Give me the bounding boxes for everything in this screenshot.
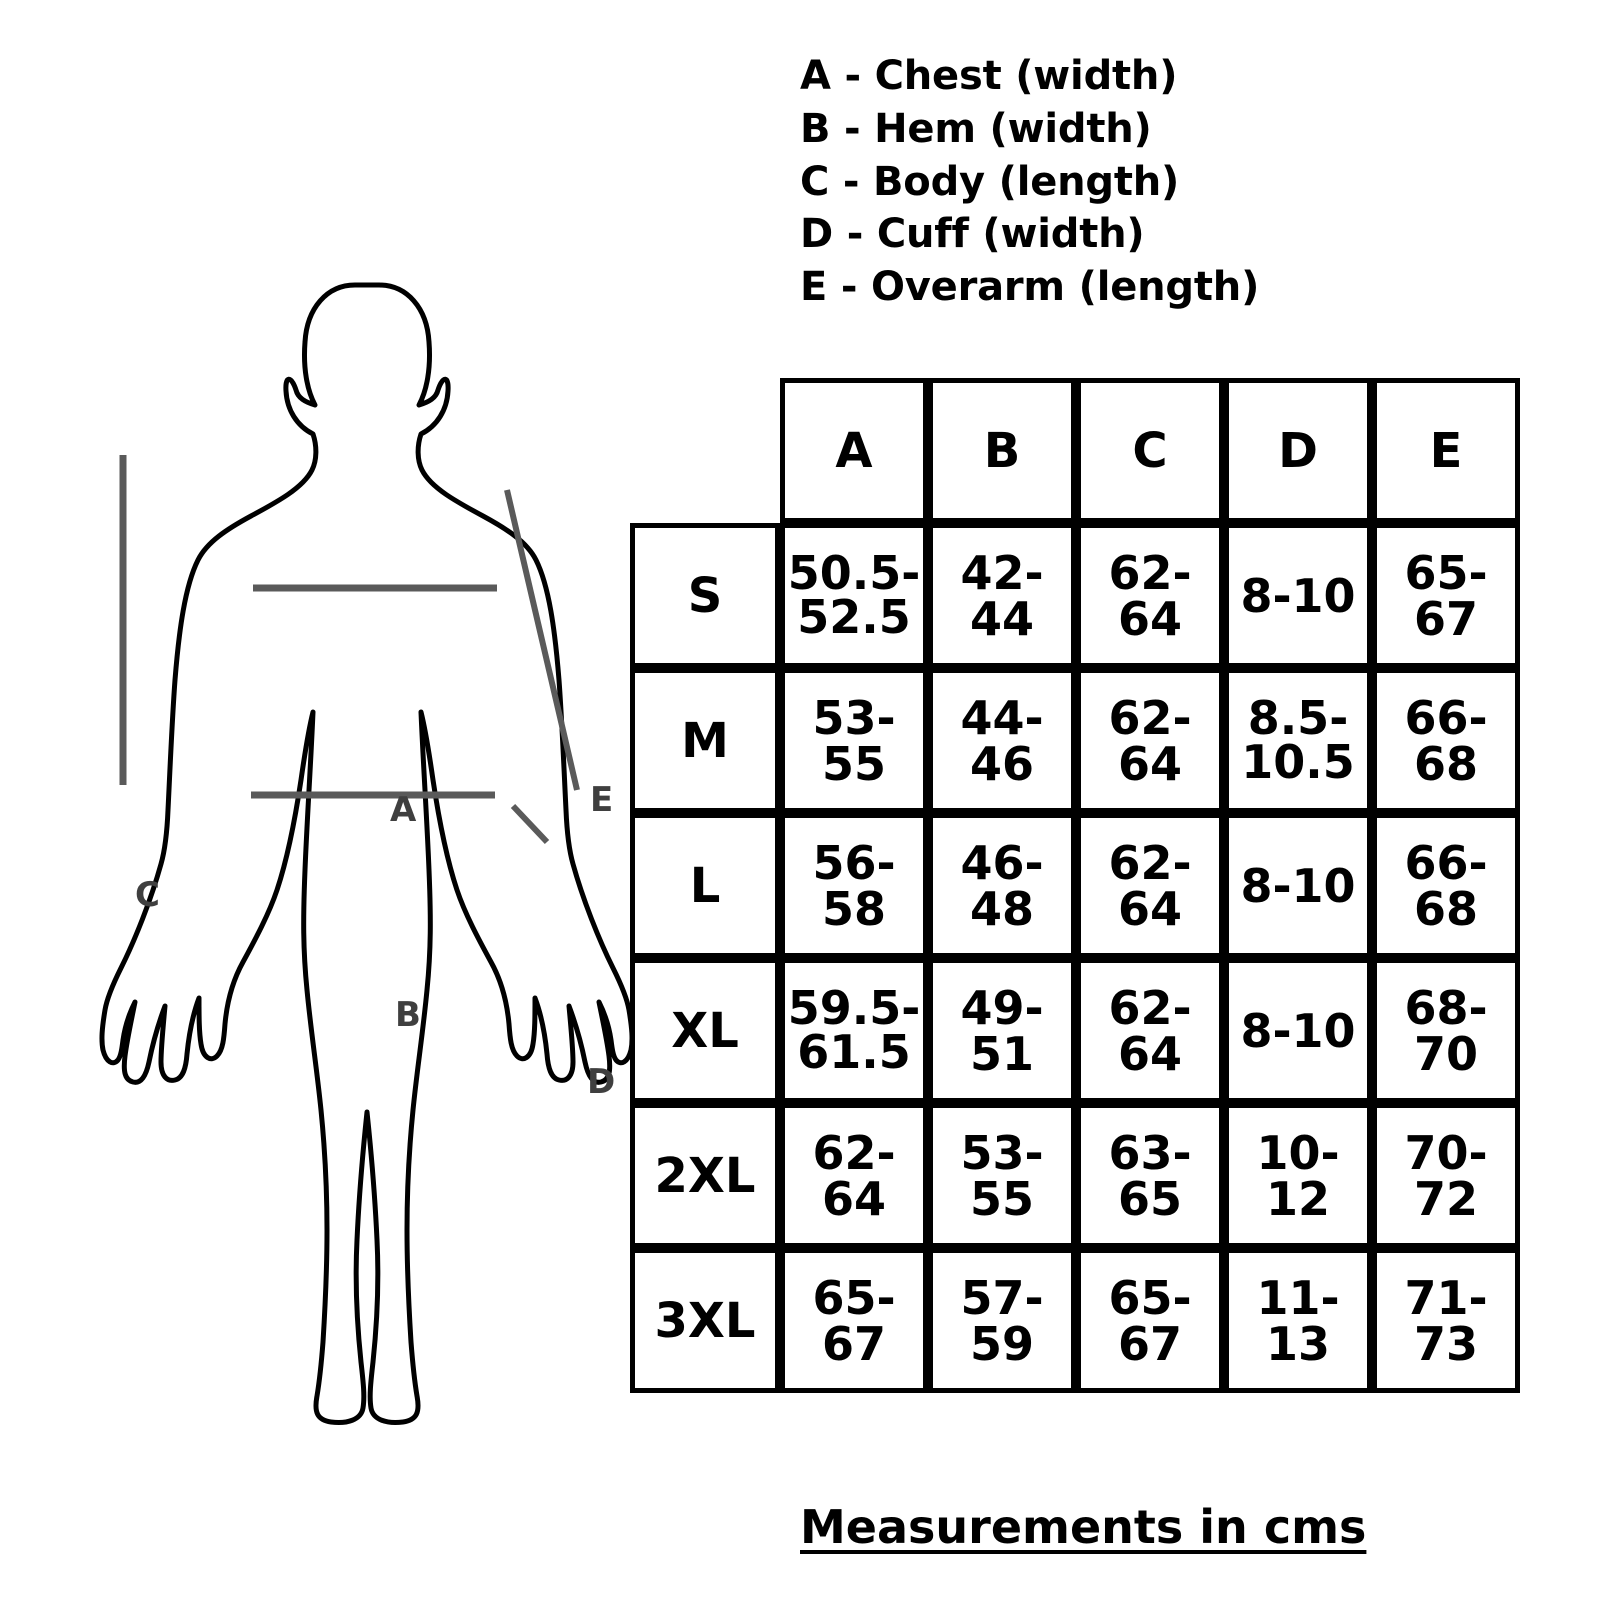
table-row bbox=[630, 523, 1520, 668]
legend-item-b: B - Hem (width) bbox=[800, 105, 1152, 152]
legend-item-a: A - Chest (width) bbox=[800, 53, 1178, 99]
figure-label-d: D bbox=[587, 1062, 616, 1102]
figure-label-e: E bbox=[590, 780, 614, 820]
cell-l-b: 46-48 bbox=[928, 813, 1076, 958]
cell-m-d: 8.5- 10.5 bbox=[1224, 668, 1372, 813]
cell-2xl-b: 53-55 bbox=[928, 1103, 1076, 1248]
legend-item-c: C - Body (length) bbox=[800, 158, 1180, 205]
size-chart-table bbox=[630, 378, 1520, 1393]
measure-line-d bbox=[513, 806, 547, 842]
cell-l-c: 62-64 bbox=[1076, 813, 1224, 958]
column-header-b: B bbox=[928, 378, 1076, 523]
figure-label-b: B bbox=[395, 995, 421, 1035]
table-row bbox=[630, 668, 1520, 813]
row-header-m: M bbox=[630, 668, 780, 813]
table-corner-cell bbox=[630, 378, 780, 523]
measure-line-e bbox=[507, 490, 577, 790]
figure-label-c: C bbox=[135, 875, 160, 915]
measurement-lines bbox=[55, 250, 675, 1450]
table-row bbox=[630, 1103, 1520, 1248]
cell-3xl-a: 65-67 bbox=[780, 1248, 928, 1393]
column-header-c: C bbox=[1076, 378, 1224, 523]
table-row bbox=[630, 813, 1520, 958]
cell-m-b: 44-46 bbox=[928, 668, 1076, 813]
row-header-l: L bbox=[630, 813, 780, 958]
cell-s-e: 65-67 bbox=[1372, 523, 1520, 668]
cell-3xl-c: 65-67 bbox=[1076, 1248, 1224, 1393]
cell-s-a: 50.5- 52.5 bbox=[780, 523, 928, 668]
units-note: Measurements in cms bbox=[800, 1500, 1367, 1554]
row-header-3xl: 3XL bbox=[630, 1248, 780, 1393]
legend-item-d: D - Cuff (width) bbox=[800, 211, 1145, 258]
cell-l-e: 66-68 bbox=[1372, 813, 1520, 958]
cell-l-d: 8-10 bbox=[1224, 813, 1372, 958]
table-header-row bbox=[630, 378, 1520, 523]
column-header-e: E bbox=[1372, 378, 1520, 523]
table-row bbox=[630, 1248, 1520, 1393]
legend-item-e: E - Overarm (length) bbox=[800, 264, 1260, 311]
cell-xl-e: 68-70 bbox=[1372, 958, 1520, 1103]
column-header-d: D bbox=[1224, 378, 1372, 523]
cell-3xl-e: 71-73 bbox=[1372, 1248, 1520, 1393]
cell-s-c: 62-64 bbox=[1076, 523, 1224, 668]
body-diagram bbox=[55, 250, 675, 1450]
cell-s-b: 42-44 bbox=[928, 523, 1076, 668]
cell-xl-c: 62-64 bbox=[1076, 958, 1224, 1103]
cell-m-e: 66-68 bbox=[1372, 668, 1520, 813]
cell-s-d: 8-10 bbox=[1224, 523, 1372, 668]
legend bbox=[800, 50, 1500, 314]
row-header-xl: XL bbox=[630, 958, 780, 1103]
cell-3xl-b: 57-59 bbox=[928, 1248, 1076, 1393]
cell-2xl-a: 62-64 bbox=[780, 1103, 928, 1248]
cell-m-c: 62-64 bbox=[1076, 668, 1224, 813]
cell-xl-a: 59.5- 61.5 bbox=[780, 958, 928, 1103]
row-header-2xl: 2XL bbox=[630, 1103, 780, 1248]
cell-xl-d: 8-10 bbox=[1224, 958, 1372, 1103]
cell-m-a: 53-55 bbox=[780, 668, 928, 813]
cell-2xl-c: 63-65 bbox=[1076, 1103, 1224, 1248]
cell-2xl-d: 10-12 bbox=[1224, 1103, 1372, 1248]
cell-2xl-e: 70-72 bbox=[1372, 1103, 1520, 1248]
column-header-a: A bbox=[780, 378, 928, 523]
table-row bbox=[630, 958, 1520, 1103]
figure-label-a: A bbox=[390, 790, 417, 830]
cell-xl-b: 49-51 bbox=[928, 958, 1076, 1103]
cell-l-a: 56-58 bbox=[780, 813, 928, 958]
cell-3xl-d: 11-13 bbox=[1224, 1248, 1372, 1393]
row-header-s: S bbox=[630, 523, 780, 668]
size-chart-table-wrapper bbox=[630, 378, 1520, 1393]
